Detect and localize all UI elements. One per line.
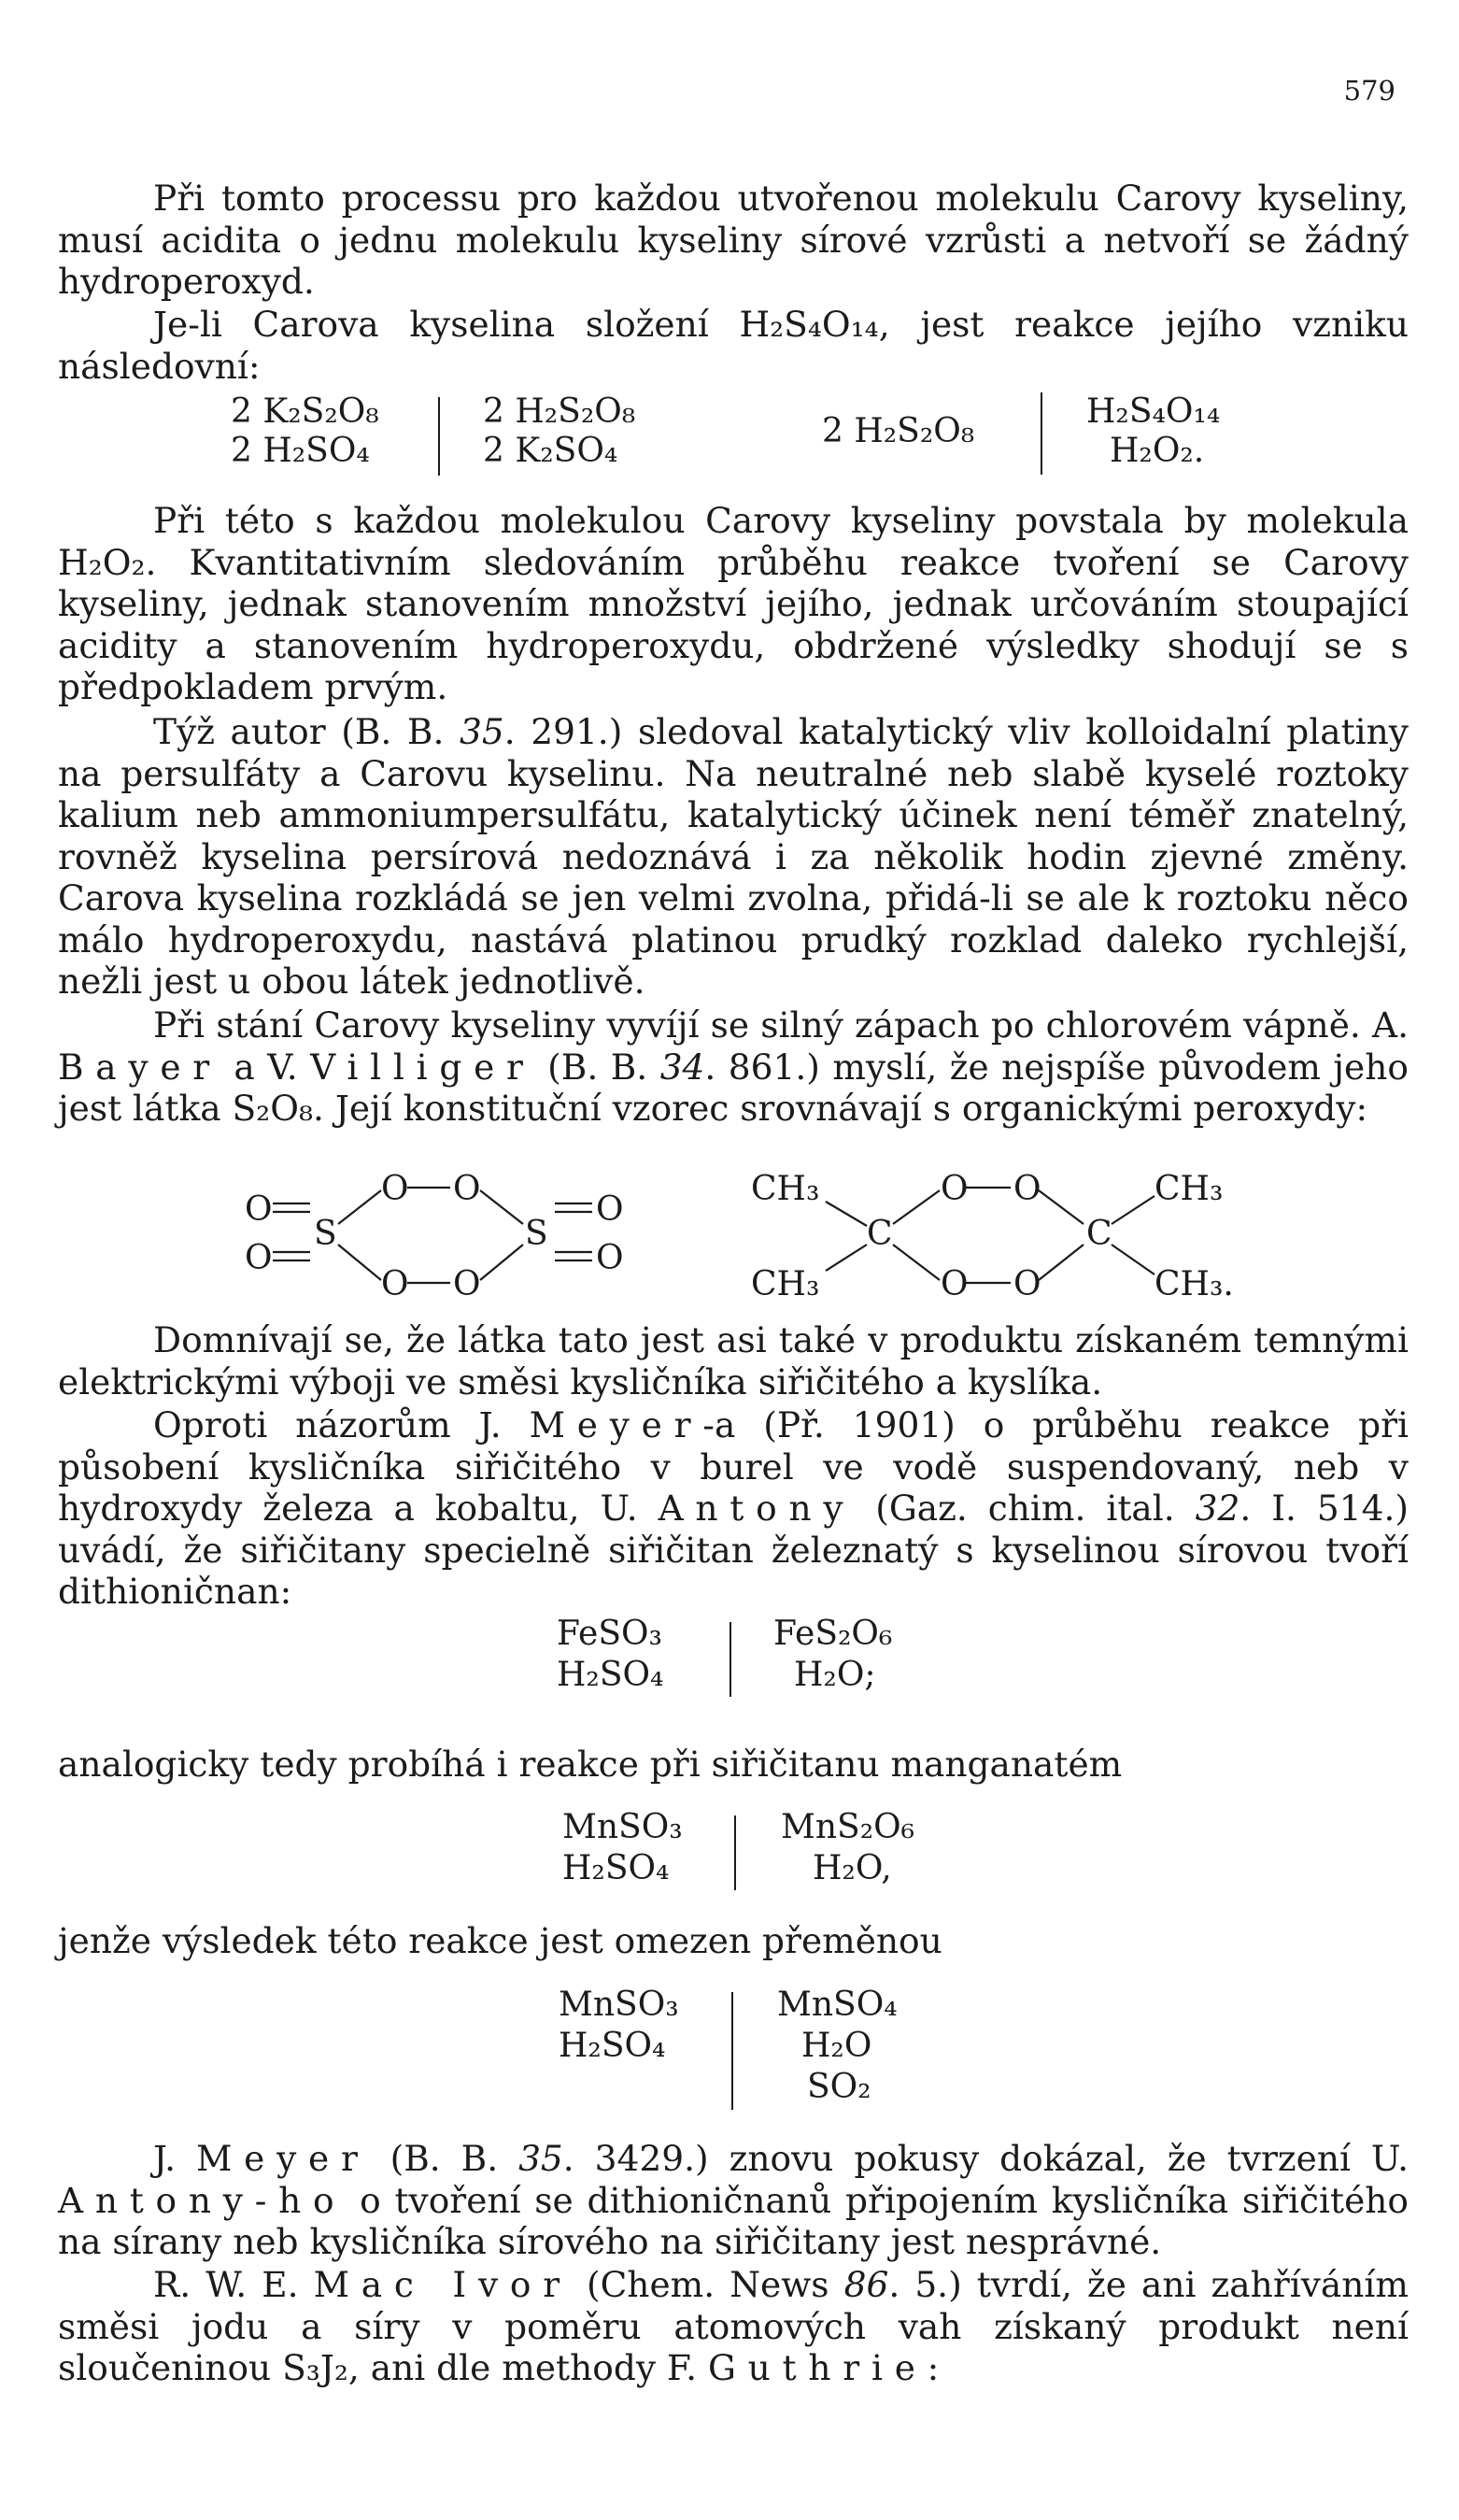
struct-o: O	[381, 1170, 409, 1208]
struct-ch3: CH₃	[751, 1265, 820, 1303]
paragraph-4: Týž autor (B. B. 35. 291.) sledoval katalytický vliv kolloidalní platiny na persulfáty a Carovu kyselinu. Na neutralné neb slabě kyselé roztoky kalium neb ammoniumpersulfátu, katalytický účinek není téměř znatelný, rovněž kyselina persírová nedoznává i za několik hodin zjevné změny. Carova kyselina rozkládá se jen velmi zvolna, přidá-li se ale k roztoku něco málo hydroperoxydu, nastává platinou prudký rozklad daleko rychlejší, nežli jest u obou látek jednotlivě.	[58, 711, 1409, 1002]
author-name: Bayer	[58, 1046, 221, 1088]
struct-o: O	[941, 1265, 969, 1303]
eq1-bar-1	[438, 397, 440, 476]
eq1-mid-top: 2 H₂S₂O₈	[483, 392, 636, 431]
struct-o: O	[245, 1239, 273, 1277]
struct-s: S	[314, 1215, 337, 1253]
paragraph-2: Je-li Carova kyselina složení H₂S₄O₁₄, jest reakce jejího vzniku následovní:	[58, 304, 1409, 387]
struct-o: O	[381, 1265, 409, 1303]
struct-o: O	[453, 1265, 481, 1303]
eq1-bar-2	[1041, 392, 1042, 475]
paragraph-1: Při tomto processu pro každou utvořenou molekulu Carovy kyseliny, musí acidita o jednu molekulu kyseliny sírové vzrůsti a netvoří se žádný hydroperoxyd.	[58, 178, 1409, 302]
author-name: Antony-ho	[58, 2179, 347, 2221]
author-name: Mac Ivor	[313, 2264, 572, 2305]
eq3-bar	[734, 1815, 736, 1890]
formula: H₂S₄O₁₄	[739, 304, 879, 345]
struct-o: O	[596, 1190, 624, 1229]
author-name: Villiger	[310, 1046, 535, 1088]
eq1-center: 2 H₂S₂O₈	[822, 412, 975, 450]
page-number: 579	[1343, 75, 1395, 107]
struct-o: O	[245, 1190, 273, 1229]
eq1-right-bottom: H₂O₂.	[1110, 432, 1205, 470]
eq2-left-top: FeSO₃	[557, 1615, 662, 1653]
eq4-right-2: H₂O	[801, 2027, 872, 2065]
eq1-left-top: 2 K₂S₂O₈	[231, 392, 379, 431]
eq4-left-top: MnSO₃	[559, 1986, 679, 2024]
eq4-left-bottom: H₂SO₄	[559, 2027, 666, 2065]
paragraph-7: Oproti názorům J. Meyer-a (Př. 1901) o průběhu reakce při působení kysličníka siřičitého v burel ve vodě suspendovaný, neb v hydroxydy železa a kobaltu, U. Antony (Gaz. chim. ital. 32. I. 514.) uvádí, že siřičitany specielně siřičitan železnatý s kyselinou sírovou tvoří dithioničnan:	[58, 1404, 1409, 1612]
eq2-bar	[730, 1622, 731, 1697]
struct-c: C	[867, 1215, 893, 1253]
paragraph-10: J. Meyer (B. B. 35. 3429.) znovu pokusy dokázal, že tvrzení U. Antony-ho o tvoření se dithioničnanů připojením kysličníka siřičitého na sírany neb kysličníka sírového na siřičitany jest nesprávné.	[58, 2138, 1409, 2262]
paragraph-9: jenže výsledek této reakce jest omezen přeměnou	[58, 1920, 942, 1961]
author-name: Meyer	[195, 2138, 370, 2179]
struct-ch3: CH₃	[751, 1170, 820, 1208]
eq2-left-bottom: H₂SO₄	[557, 1656, 664, 1694]
eq2-right-top: FeS₂O₆	[773, 1615, 893, 1653]
struct-s: S	[525, 1215, 548, 1253]
structural-formulas	[0, 1159, 1459, 1327]
struct-o: O	[1013, 1265, 1041, 1303]
paragraph-3: Při této s každou molekulou Carovy kyseliny povstala by molekula H₂O₂. Kvantitativním sledováním průběhu reakce tvoření se Carovy kyseliny, jednak stanovením množství jejího, jednak určováním stoupající acidity a stanovením hydroperoxydu, obdržené výsledky shodují se s předpokladem prvým.	[58, 500, 1409, 707]
eq1-mid-bottom: 2 K₂SO₄	[483, 432, 618, 470]
author-name: Meyer	[529, 1404, 703, 1445]
eq3-right-bottom: H₂O,	[813, 1849, 892, 1887]
paragraph-8: analogicky tedy probíhá i reakce při siřičitanu manganatém	[58, 1744, 1123, 1785]
eq3-right-top: MnS₂O₆	[781, 1808, 915, 1846]
struct-c: C	[1086, 1215, 1112, 1253]
eq1-right-top: H₂S₄O₁₄	[1086, 392, 1221, 431]
paragraph-11: R. W. E. Mac Ivor (Chem. News 86. 5.) tvrdí, že ani zahříváním směsi jodu a síry v poměru atomových vah získaný produkt není sloučeninou S₃J₂, ani dle methody F. Guthrie:	[58, 2264, 1409, 2388]
eq4-bar	[731, 1992, 733, 2110]
paragraph-5: Při stání Carovy kyseliny vyvíjí se silný zápach po chlorovém vápně. A. Bayer a V. Villiger (B. B. 34. 861.) myslí, že nejspíše původem jeho jest látka S₂O₈. Její konstituční vzorec srovnávají s organickými peroxydy:	[58, 1004, 1409, 1129]
eq2-right-bottom: H₂O;	[794, 1656, 876, 1694]
struct-o: O	[596, 1239, 624, 1277]
eq3-left-top: MnSO₃	[562, 1808, 683, 1846]
struct-ch3: CH₃	[1154, 1170, 1224, 1208]
author-name: Guthrie	[707, 2347, 928, 2388]
struct-o: O	[453, 1170, 481, 1208]
struct-o: O	[1013, 1170, 1041, 1208]
struct-ch3-end: CH₃.	[1154, 1265, 1234, 1303]
paragraph-6: Domnívají se, že látka tato jest asi také v produktu získaném temnými elektrickými výboji ve směsi kysličníka siřičitého a kyslíka.	[58, 1319, 1409, 1402]
eq3-left-bottom: H₂SO₄	[562, 1849, 670, 1887]
struct-o: O	[941, 1170, 969, 1208]
eq1-left-bottom: 2 H₂SO₄	[231, 432, 370, 470]
eq4-right-3: SO₂	[807, 2068, 871, 2106]
author-name: Antony	[658, 1488, 856, 1529]
eq4-right-1: MnSO₄	[777, 1986, 898, 2024]
